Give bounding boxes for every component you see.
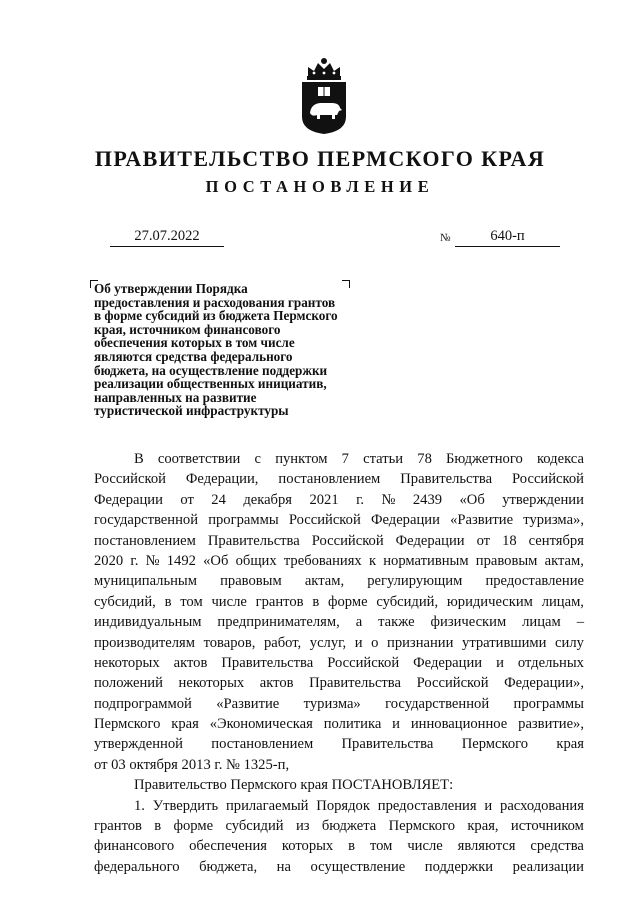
body-word: подпрограммой <box>94 695 192 712</box>
body-word: числе <box>407 838 443 855</box>
body-word: Бюджетного <box>446 451 523 467</box>
body-word: Правительства <box>400 471 493 488</box>
body-word: декабря <box>243 491 292 508</box>
body-word: требованиях <box>283 552 362 569</box>
body-word: № <box>381 491 396 508</box>
body-word: также <box>378 614 415 631</box>
body-line-text: Правительство Пермского края ПОСТАНОВЛЯЕТ: <box>134 777 454 794</box>
body-word: утвержденной <box>94 736 183 753</box>
body-word: источником <box>510 818 584 835</box>
body-word: «Об <box>459 491 485 508</box>
body-line <box>94 755 584 775</box>
body-line <box>94 449 584 469</box>
body-word: форме <box>328 593 368 610</box>
body-word: предоставление <box>485 573 584 590</box>
body-word: Федерации <box>395 532 465 549</box>
body-word: края <box>556 736 584 753</box>
body-word: работ, <box>263 634 302 651</box>
body-word: сентября <box>528 532 584 549</box>
body-word: и <box>484 797 493 814</box>
body-word: и <box>354 634 363 651</box>
body-word: Российской <box>416 675 489 692</box>
body-line <box>94 816 584 836</box>
title-line: являются средства федерального <box>94 348 293 364</box>
body-word: 2439 <box>412 491 443 508</box>
body-line <box>94 490 584 510</box>
body-word: постановлением <box>278 471 381 488</box>
body-word: производителям <box>94 634 195 651</box>
body-word: пунктом <box>275 451 328 467</box>
body-word: признании <box>387 634 454 651</box>
body-word: юридическим <box>446 593 533 610</box>
body-word: инновационное <box>410 716 508 733</box>
body-word: актам, <box>304 573 345 590</box>
body-word: соответствии <box>157 451 241 467</box>
document-type: ПОСТАНОВЛЕНИЕ <box>205 177 435 196</box>
body-word: а <box>355 614 363 631</box>
body-word: с <box>254 451 262 467</box>
title-line: направленных на развитие <box>94 389 257 405</box>
body-word: правовым <box>475 552 538 569</box>
body-word: том <box>369 838 393 855</box>
body-word: и <box>496 654 504 671</box>
body-word: «Об <box>203 552 229 569</box>
body-word: Порядок <box>316 797 370 814</box>
title-line: в форме субсидий из бюджета Пермского <box>94 308 338 324</box>
document-date: 27.07.2022 <box>110 228 224 247</box>
body-word: индивидуальным <box>94 614 202 631</box>
body-word: субсидий <box>225 818 284 835</box>
body-word: 1492 <box>166 552 196 569</box>
number-label: № <box>440 232 451 244</box>
body-word: Федерации <box>370 512 440 529</box>
body-word: и <box>392 716 400 733</box>
body-line <box>94 796 584 816</box>
body-line <box>94 633 584 653</box>
title-line: Об утверждении Порядка <box>94 281 248 296</box>
body-word: форме <box>173 818 214 835</box>
body-word: Пермского <box>461 736 529 753</box>
body-word: бюджета <box>321 818 377 835</box>
body-word: Пермского <box>94 716 161 733</box>
body-line <box>94 612 584 632</box>
body-word: государственной <box>385 695 490 712</box>
body-word: от <box>180 491 194 508</box>
body-line <box>94 775 584 795</box>
body-word: субсидий, <box>376 593 439 610</box>
body-word: Российской <box>94 471 166 488</box>
body-word: 18 <box>502 532 517 549</box>
body-word: лицам, <box>541 593 584 610</box>
body-word: грантов <box>255 593 304 610</box>
body-word: утверждении <box>502 491 584 508</box>
body-word: Правительства <box>341 736 434 753</box>
body-word: бюджета, <box>199 858 258 875</box>
body-line <box>94 857 584 877</box>
body-word: развитие», <box>518 716 584 733</box>
body-word: Утвердить <box>152 797 219 814</box>
body-word: – <box>576 614 584 631</box>
body-word: постановлением <box>211 736 314 753</box>
title-line: бюджета, на осуществление поддержки <box>94 362 328 378</box>
body-line <box>94 694 584 714</box>
body-word: Российской <box>288 512 361 529</box>
body-line <box>94 510 584 530</box>
body-word: товаров, <box>203 634 256 651</box>
title-line: края, источником финансового <box>94 321 281 337</box>
body-word: в <box>312 593 320 610</box>
body-word: которых <box>281 838 334 855</box>
body-word: актов <box>259 675 294 692</box>
document-body <box>94 449 584 877</box>
body-word: грантов <box>94 818 142 835</box>
body-word: 1. <box>134 797 145 814</box>
body-word: 78 <box>417 451 432 467</box>
body-word: Российской <box>311 532 384 549</box>
body-word: статьи <box>363 451 404 467</box>
body-line <box>94 592 584 612</box>
body-word: некоторых <box>178 675 245 692</box>
body-word: Российской <box>327 654 400 671</box>
body-word: кодекса <box>536 451 584 467</box>
body-word: лицам <box>522 614 561 631</box>
body-word: услуг, <box>309 634 347 651</box>
body-word: 2020 <box>94 552 124 569</box>
title-line: предоставления и расходования грантов <box>94 294 336 310</box>
body-word: средства <box>530 838 584 855</box>
body-word: Пермского <box>388 818 455 835</box>
body-word: В <box>134 451 144 467</box>
body-word: Федерации <box>94 491 163 508</box>
body-word: туризма» <box>303 695 361 712</box>
body-line <box>94 469 584 489</box>
title-line: туристической инфраструктуры <box>94 403 289 419</box>
body-word: в <box>164 593 172 610</box>
body-word: о <box>371 634 379 651</box>
perm-krai-coat-of-arms-icon <box>298 57 350 135</box>
body-word: края, <box>467 818 499 835</box>
body-word: постановлением <box>94 532 196 549</box>
organization-name: ПРАВИТЕЛЬСТВО ПЕРМСКОГО КРАЯ <box>94 146 546 171</box>
body-word: Правительства <box>221 654 314 671</box>
body-word: федерального <box>94 858 180 875</box>
body-word: силу <box>555 634 584 651</box>
body-word: предоставления <box>377 797 477 814</box>
body-word: на <box>276 858 291 875</box>
body-word: программы <box>208 512 279 529</box>
body-word: реализации <box>512 858 584 875</box>
body-word: числе <box>211 593 247 610</box>
body-word: актов <box>173 654 208 671</box>
body-word: Федерации», <box>504 675 584 692</box>
body-line <box>94 714 584 734</box>
body-word: поддержки <box>424 858 494 875</box>
body-word: некоторых <box>94 654 160 671</box>
body-word: края <box>171 716 199 733</box>
body-word: от <box>476 532 491 549</box>
body-word: из <box>295 818 310 835</box>
body-word: программы <box>513 695 584 712</box>
body-word: обеспечения <box>189 838 267 855</box>
title-line: обеспечения которых в том числе <box>94 335 295 351</box>
body-word: предпринимателям, <box>217 614 340 631</box>
body-word: являются <box>457 838 516 855</box>
body-line <box>94 653 584 673</box>
body-word: Федерации <box>413 654 483 671</box>
body-word: актам, <box>544 552 584 569</box>
body-word: государственной <box>94 512 199 529</box>
body-word: г. <box>356 491 365 508</box>
body-word: Российской <box>512 471 584 488</box>
body-line <box>94 673 584 693</box>
body-word: «Развитие <box>450 512 514 529</box>
body-word: том <box>180 593 203 610</box>
body-word: субсидий, <box>94 593 156 610</box>
body-word: 7 <box>341 451 349 467</box>
body-word: политика <box>323 716 382 733</box>
body-word: к <box>368 552 377 569</box>
body-word: туризма», <box>523 512 584 529</box>
body-word: физическим <box>430 614 507 631</box>
body-word: отдельных <box>517 654 584 671</box>
body-word: правовым <box>220 573 282 590</box>
body-word: финансового <box>94 838 175 855</box>
body-line <box>94 571 584 591</box>
body-word: прилагаемый <box>225 797 309 814</box>
body-line <box>94 531 584 551</box>
document-title <box>94 282 394 418</box>
body-word: утратившими <box>462 634 547 651</box>
body-line-text: от 03 октября 2013 г. № 1325-п, <box>94 756 290 773</box>
body-line <box>94 836 584 856</box>
document-number: 640-п <box>455 228 560 247</box>
body-word: Правительства <box>309 675 401 692</box>
body-word: в <box>154 818 162 835</box>
body-word: общих <box>235 552 277 569</box>
body-word: в <box>348 838 356 855</box>
body-word: осуществление <box>310 858 406 875</box>
body-word: расходования <box>500 797 584 814</box>
body-word: 24 <box>211 491 226 508</box>
body-word: г. <box>130 552 139 569</box>
body-word: положений <box>94 675 163 692</box>
body-word: муниципальным <box>94 573 197 590</box>
body-line <box>94 551 584 571</box>
body-word: «Экономическая <box>209 716 313 733</box>
body-word: № <box>145 552 160 569</box>
body-word: Правительства <box>207 532 300 549</box>
body-word: регулирующим <box>367 573 463 590</box>
body-word: нормативным <box>383 552 469 569</box>
body-word: «Развитие <box>216 695 280 712</box>
body-line <box>94 734 584 754</box>
body-word: 2021 <box>309 491 339 508</box>
title-line: реализации общественных инициатив, <box>94 376 327 392</box>
body-word: Федерации, <box>185 471 259 488</box>
